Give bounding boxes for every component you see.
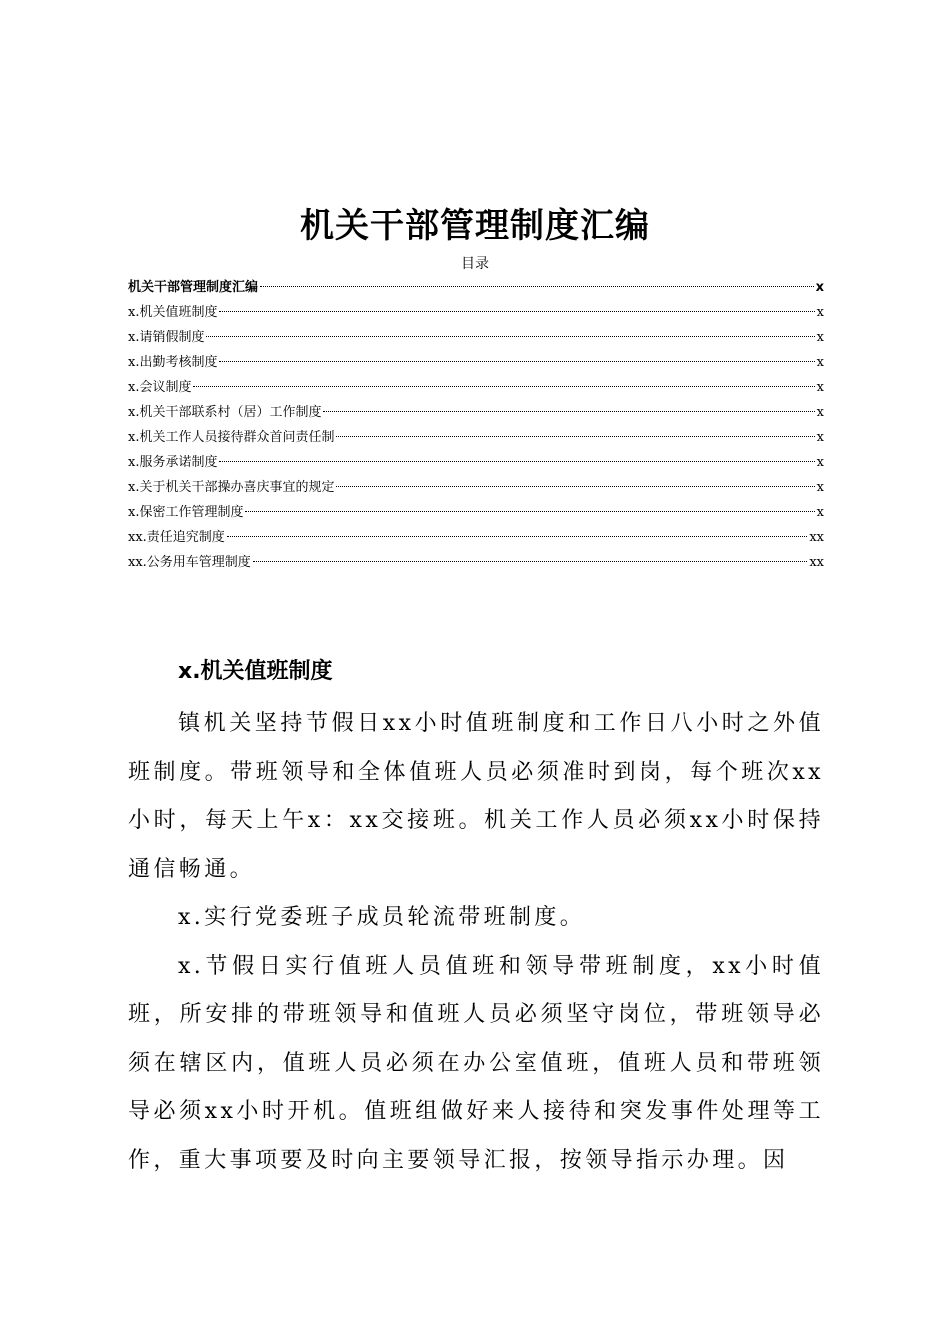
toc-leader-dots — [336, 436, 814, 437]
toc-entry-page: x — [816, 380, 824, 395]
toc-entry[interactable] — [128, 300, 824, 325]
toc-entry-page: x — [816, 505, 824, 520]
toc-entry-page: x — [816, 305, 824, 320]
toc-entry[interactable] — [128, 475, 824, 500]
toc-leader-dots — [260, 286, 814, 287]
toc-entry-page: x — [816, 455, 824, 470]
toc-entry-label: x.机关工作人员接待群众首问责任制 — [128, 430, 335, 445]
toc-entry-page: x — [816, 430, 824, 445]
toc-entry[interactable] — [128, 525, 824, 550]
toc-leader-dots — [323, 411, 814, 412]
toc-entry[interactable] — [128, 325, 824, 350]
toc-leader-dots — [336, 486, 814, 487]
section-body — [128, 700, 824, 1185]
toc-leader-dots — [253, 561, 808, 562]
toc-entry-label: 机关干部管理制度汇编 — [128, 280, 259, 295]
toc-entry-page: xx — [809, 530, 824, 545]
toc-entry-label: x.机关干部联系村（居）工作制度 — [128, 405, 322, 420]
toc-entry-label: x.服务承诺制度 — [128, 455, 218, 470]
toc-heading: 目录 — [461, 256, 489, 272]
toc-entry[interactable] — [128, 275, 824, 300]
toc-leader-dots — [219, 461, 814, 462]
toc-entry[interactable] — [128, 450, 824, 475]
body-paragraph: x.节假日实行值班人员值班和领导带班制度，xx小时值班，所安排的带班领导和值班人员必须坚守岗位，带班领导必须在辖区内，值班人员必须在办公室值班，值班人员和带班领导必须xx小时开机。值班组做好来人接待和突发事件处理等工作，重大事项要及时向主要领导汇报，按领导指示办理。因 — [128, 953, 824, 1173]
document-title: 机关干部管理制度汇编 — [300, 206, 650, 246]
toc-entry[interactable] — [128, 500, 824, 525]
toc-entry-label: x.机关值班制度 — [128, 305, 218, 320]
section-heading: x.机关值班制度 — [178, 659, 333, 684]
toc-entry-label: x.关于机关干部操办喜庆事宜的规定 — [128, 480, 335, 495]
table-of-contents — [128, 275, 824, 575]
toc-entry[interactable] — [128, 400, 824, 425]
toc-entry-page: xx — [809, 555, 824, 570]
toc-leader-dots — [227, 536, 808, 537]
toc-entry-label: x.会议制度 — [128, 380, 192, 395]
toc-leader-dots — [206, 336, 814, 337]
toc-entry[interactable] — [128, 425, 824, 450]
toc-entry-page: x — [816, 330, 824, 345]
toc-leader-dots — [219, 311, 814, 312]
toc-entry-label: x.出勤考核制度 — [128, 355, 218, 370]
toc-entry-page: x — [816, 355, 824, 370]
toc-leader-dots — [219, 361, 814, 362]
toc-leader-dots — [193, 386, 814, 387]
toc-entry[interactable] — [128, 550, 824, 575]
toc-entry-label: x.请销假制度 — [128, 330, 205, 345]
toc-entry-page: x — [816, 480, 824, 495]
toc-entry-page: x — [815, 280, 824, 295]
toc-entry-label: x.保密工作管理制度 — [128, 505, 244, 520]
toc-entry-page: x — [816, 405, 824, 420]
toc-leader-dots — [245, 511, 814, 512]
toc-entry[interactable] — [128, 375, 824, 400]
toc-entry[interactable] — [128, 350, 824, 375]
toc-entry-label: xx.公务用车管理制度 — [128, 555, 251, 570]
body-paragraph: 镇机关坚持节假日xx小时值班制度和工作日八小时之外值班制度。带班领导和全体值班人员必须准时到岗，每个班次xx小时，每天上午x：xx交接班。机关工作人员必须xx小时保持通信畅通。 — [128, 711, 824, 882]
body-paragraph: x.实行党委班子成员轮流带班制度。 — [178, 905, 586, 930]
toc-entry-label: xx.责任追究制度 — [128, 530, 225, 545]
